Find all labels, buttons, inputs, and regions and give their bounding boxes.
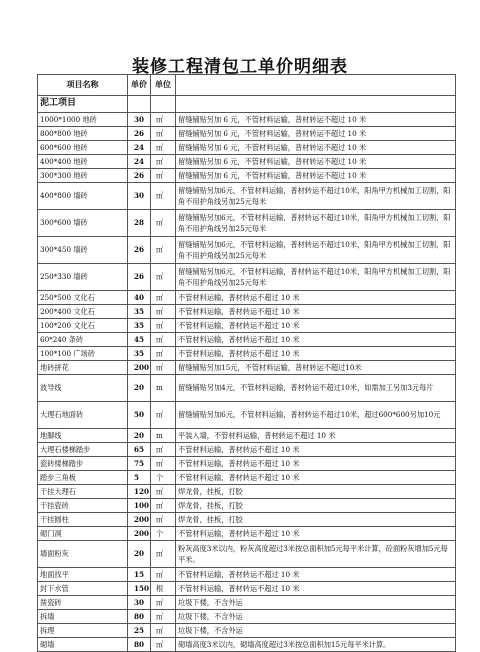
price-cell: 45 <box>128 333 151 347</box>
note-cell: 留缝铺贴另加 6 元，不管材料运输，普材转运不超过 10 米 <box>176 141 456 155</box>
item-name-cell: 300*450 墙砖 <box>38 237 128 264</box>
note-cell: 不管材料运输，普材转运不超过 10 米 <box>176 347 456 361</box>
unit-cell: ㎡ <box>151 457 176 471</box>
unit-cell: ㎡ <box>151 237 176 264</box>
table-row <box>38 429 456 443</box>
item-name-cell: 地面找平 <box>38 568 128 582</box>
price-cell: 20 <box>128 375 151 402</box>
price-cell: 80 <box>128 638 151 652</box>
note-cell: 留缝铺贴另加 6 元，不管材料运输，普材转运不超过 10 米 <box>176 169 456 183</box>
item-name-cell: 拆理 <box>38 624 128 638</box>
note-cell: 留缝铺贴另加6元，不管材料运输，普材转运不超过10米，超过600*600另加10元 <box>176 402 456 429</box>
table-row <box>38 305 456 319</box>
table-row <box>38 375 456 402</box>
price-cell: 24 <box>128 155 151 169</box>
price-cell: 15 <box>128 568 151 582</box>
price-cell: 200 <box>128 513 151 527</box>
table-row <box>38 155 456 169</box>
table-row <box>38 237 456 264</box>
unit-cell: ㎡ <box>151 513 176 527</box>
table-row <box>38 568 456 582</box>
price-table <box>37 74 456 652</box>
item-name-cell: 地砖拼花 <box>38 361 128 375</box>
item-name-cell: 100*200 文化石 <box>38 319 128 333</box>
page-title: 装修工程清包工单价明细表 <box>132 57 348 77</box>
price-cell: 26 <box>128 169 151 183</box>
note-cell: 留缝铺贴另加4元，不管材料运输，普材转运不超过10米，如需加工另加3元每片 <box>176 375 456 402</box>
item-name-cell: 地脚线 <box>38 429 128 443</box>
item-name-cell: 60*240 条砖 <box>38 333 128 347</box>
note-cell: 留缝铺贴另加15元，不管材料运输，普材转运不超过10米 <box>176 361 456 375</box>
table-row <box>38 457 456 471</box>
price-cell: 35 <box>128 305 151 319</box>
table-row <box>38 638 456 652</box>
table-row <box>38 319 456 333</box>
unit-cell: ㎡ <box>151 319 176 333</box>
unit-cell: ㎡ <box>151 568 176 582</box>
table-row <box>38 610 456 624</box>
table-row <box>38 291 456 305</box>
unit-cell: 根 <box>151 582 176 596</box>
item-name-cell: 封下水管 <box>38 582 128 596</box>
note-cell: 留缝铺贴另加6元，不管材料运输，普材转运不超过10米，阳角甲方机械加工切割，阳角不用护角线另加25元每米 <box>176 264 456 291</box>
price-cell: 25 <box>128 624 151 638</box>
price-cell: 150 <box>128 582 151 596</box>
table-header-row <box>38 75 456 96</box>
table-row <box>38 624 456 638</box>
note-cell: 留缝铺贴另加 6 元，不管材料运输，普材转运不超过 10 米 <box>176 127 456 141</box>
note-cell: 不管材料运输，普材转运不超过 10 米 <box>176 305 456 319</box>
note-cell: 留缝铺贴另加6元，不管材料运输，普材转运不超过10米，阳角甲方机械加工切割，阳角不用护角线另加25元每米 <box>176 183 456 210</box>
unit-cell: ㎡ <box>151 610 176 624</box>
note-cell: 不管材料运输，普材转运不超过 10 米 <box>176 582 456 596</box>
item-name-cell: 600*600 地砖 <box>38 141 128 155</box>
item-name-cell: 凿瓷砖 <box>38 596 128 610</box>
note-cell: 留缝铺贴另加6元，不管材料运输，普材转运不超过10米，阳角甲方机械加工切割，阳角不用护角线另加25元每米 <box>176 237 456 264</box>
table-row <box>38 347 456 361</box>
price-cell: 65 <box>128 443 151 457</box>
unit-cell: m <box>151 375 176 402</box>
note-cell: 不管材料运输，普材转运不超过 10 米 <box>176 291 456 305</box>
item-name-cell: 砌门洞 <box>38 527 128 541</box>
unit-cell: 个 <box>151 527 176 541</box>
item-name-cell: 干挂圆柱 <box>38 513 128 527</box>
table-row <box>38 499 456 513</box>
table-row <box>38 582 456 596</box>
section-blank <box>176 96 456 113</box>
unit-cell: ㎡ <box>151 443 176 457</box>
item-name-cell: 踏步三角板 <box>38 471 128 485</box>
price-cell: 20 <box>128 541 151 568</box>
price-cell: 120 <box>128 485 151 499</box>
table-row <box>38 485 456 499</box>
table-row <box>38 402 456 429</box>
note-cell: 粉灰高度3米以内，粉灰高度超过3米按总面积加5元每平米计算，砼面粉灰增加5元每平米。 <box>176 541 456 568</box>
note-cell: 留缝铺贴另加 6 元，不管材料运输，普材转运不超过 10 米 <box>176 155 456 169</box>
unit-cell: ㎡ <box>151 210 176 237</box>
unit-cell: ㎡ <box>151 624 176 638</box>
table-row <box>38 513 456 527</box>
item-name-cell: 1000*1000 地砖 <box>38 113 128 127</box>
item-name-cell: 300*600 墙砖 <box>38 210 128 237</box>
note-cell: 垃圾下楼，不含外运 <box>176 610 456 624</box>
price-cell: 30 <box>128 596 151 610</box>
table-row <box>38 113 456 127</box>
unit-cell: ㎡ <box>151 141 176 155</box>
table-row <box>38 210 456 237</box>
note-cell: 不管材料运输，普材转运不超过 10 米 <box>176 527 456 541</box>
unit-cell: ㎡ <box>151 499 176 513</box>
unit-cell: ㎡ <box>151 638 176 652</box>
item-name-cell: 800*800 地砖 <box>38 127 128 141</box>
unit-cell: ㎡ <box>151 291 176 305</box>
note-cell: 留缝铺贴另加 6 元，不管材料运输，普材转运不超过 10 米 <box>176 113 456 127</box>
price-cell: 100 <box>128 499 151 513</box>
unit-cell: 个 <box>151 471 176 485</box>
price-cell: 5 <box>128 471 151 485</box>
note-cell: 不管材料运输，普材转运不超过 10 米 <box>176 443 456 457</box>
price-cell: 28 <box>128 210 151 237</box>
unit-cell: m <box>151 429 176 443</box>
unit-cell: ㎡ <box>151 485 176 499</box>
item-name-cell: 拆墙 <box>38 610 128 624</box>
table-row <box>38 361 456 375</box>
item-name-cell: 250*330 墙砖 <box>38 264 128 291</box>
unit-cell: ㎡ <box>151 113 176 127</box>
unit-cell: ㎡ <box>151 305 176 319</box>
price-cell: 200 <box>128 527 151 541</box>
table-row <box>38 443 456 457</box>
price-cell: 40 <box>128 291 151 305</box>
item-name-cell: 墙面粉灰 <box>38 541 128 568</box>
item-name-cell: 瓷砖楼梯踏步 <box>38 457 128 471</box>
item-name-cell: 100*100 广场砖 <box>38 347 128 361</box>
note-cell: 焊龙骨，挂板，打胶 <box>176 513 456 527</box>
item-name-cell: 波导线 <box>38 375 128 402</box>
table-row <box>38 471 456 485</box>
price-cell: 30 <box>128 113 151 127</box>
section-title: 泥工项目 <box>38 96 128 113</box>
item-name-cell: 干挂瓷砖 <box>38 499 128 513</box>
price-cell: 26 <box>128 264 151 291</box>
table-row <box>38 527 456 541</box>
table-row <box>38 183 456 210</box>
item-name-cell: 200*400 文化石 <box>38 305 128 319</box>
table-row <box>38 264 456 291</box>
item-name-cell: 砌墙 <box>38 638 128 652</box>
item-name-cell: 250*500 文化石 <box>38 291 128 305</box>
note-cell: 不管材料运输，普材转运不超过 10 米 <box>176 568 456 582</box>
unit-cell: ㎡ <box>151 264 176 291</box>
item-name-cell: 大理石地面砖 <box>38 402 128 429</box>
item-name-cell: 300*300 地砖 <box>38 169 128 183</box>
item-name-cell: 大理石楼梯踏步 <box>38 443 128 457</box>
item-name-cell: 干挂大理石 <box>38 485 128 499</box>
section-row <box>38 96 456 113</box>
note-cell: 焊龙骨，挂板，打胶 <box>176 499 456 513</box>
unit-cell: ㎡ <box>151 596 176 610</box>
note-cell: 焊龙骨，挂板，打胶 <box>176 485 456 499</box>
note-cell: 垃圾下楼，不含外运 <box>176 624 456 638</box>
unit-cell: ㎡ <box>151 127 176 141</box>
unit-cell: ㎡ <box>151 183 176 210</box>
price-cell: 200 <box>128 361 151 375</box>
unit-cell: ㎡ <box>151 155 176 169</box>
note-cell: 垃圾下楼，不含外运 <box>176 596 456 610</box>
price-cell: 35 <box>128 347 151 361</box>
price-cell: 80 <box>128 610 151 624</box>
header-note <box>176 75 456 96</box>
table-row <box>38 169 456 183</box>
unit-cell: ㎡ <box>151 402 176 429</box>
header-price: 单价 <box>128 75 151 96</box>
note-cell: 不管材料运输，普材转运不超过 10 米 <box>176 333 456 347</box>
note-cell: 不管材料运输，普材转运不超过 10 米 <box>176 471 456 485</box>
unit-cell: ㎡ <box>151 347 176 361</box>
unit-cell: ㎡ <box>151 361 176 375</box>
unit-cell: ㎡ <box>151 169 176 183</box>
note-cell: 留缝铺贴另加6元，不管材料运输，普材转运不超过10米，阳角甲方机械加工切割，阳角不用护角线另加25元每米 <box>176 210 456 237</box>
price-cell: 26 <box>128 127 151 141</box>
price-cell: 35 <box>128 319 151 333</box>
price-cell: 50 <box>128 402 151 429</box>
header-item-name: 项目名称 <box>38 75 128 96</box>
table-row <box>38 333 456 347</box>
price-cell: 75 <box>128 457 151 471</box>
header-unit: 单位 <box>151 75 176 96</box>
note-cell: 平装入墙，不管材料运输，普材转运不超过 10 米 <box>176 429 456 443</box>
price-cell: 30 <box>128 183 151 210</box>
note-cell: 不管材料运输，普材转运不超过 10 米 <box>176 319 456 333</box>
unit-cell: ㎡ <box>151 333 176 347</box>
note-cell: 不管材料运输，普材转运不超过 10 米 <box>176 457 456 471</box>
table-row <box>38 541 456 568</box>
section-blank <box>151 96 176 113</box>
note-cell: 砌墙高度3米以内，砌墙高度超过3米按总面积加15元每平米计算。 <box>176 638 456 652</box>
item-name-cell: 400*400 地砖 <box>38 155 128 169</box>
section-blank <box>128 96 151 113</box>
table-row <box>38 141 456 155</box>
table-row <box>38 596 456 610</box>
table-row <box>38 127 456 141</box>
price-cell: 26 <box>128 237 151 264</box>
price-cell: 24 <box>128 141 151 155</box>
unit-cell: ㎡ <box>151 541 176 568</box>
item-name-cell: 400*800 墙砖 <box>38 183 128 210</box>
price-cell: 20 <box>128 429 151 443</box>
